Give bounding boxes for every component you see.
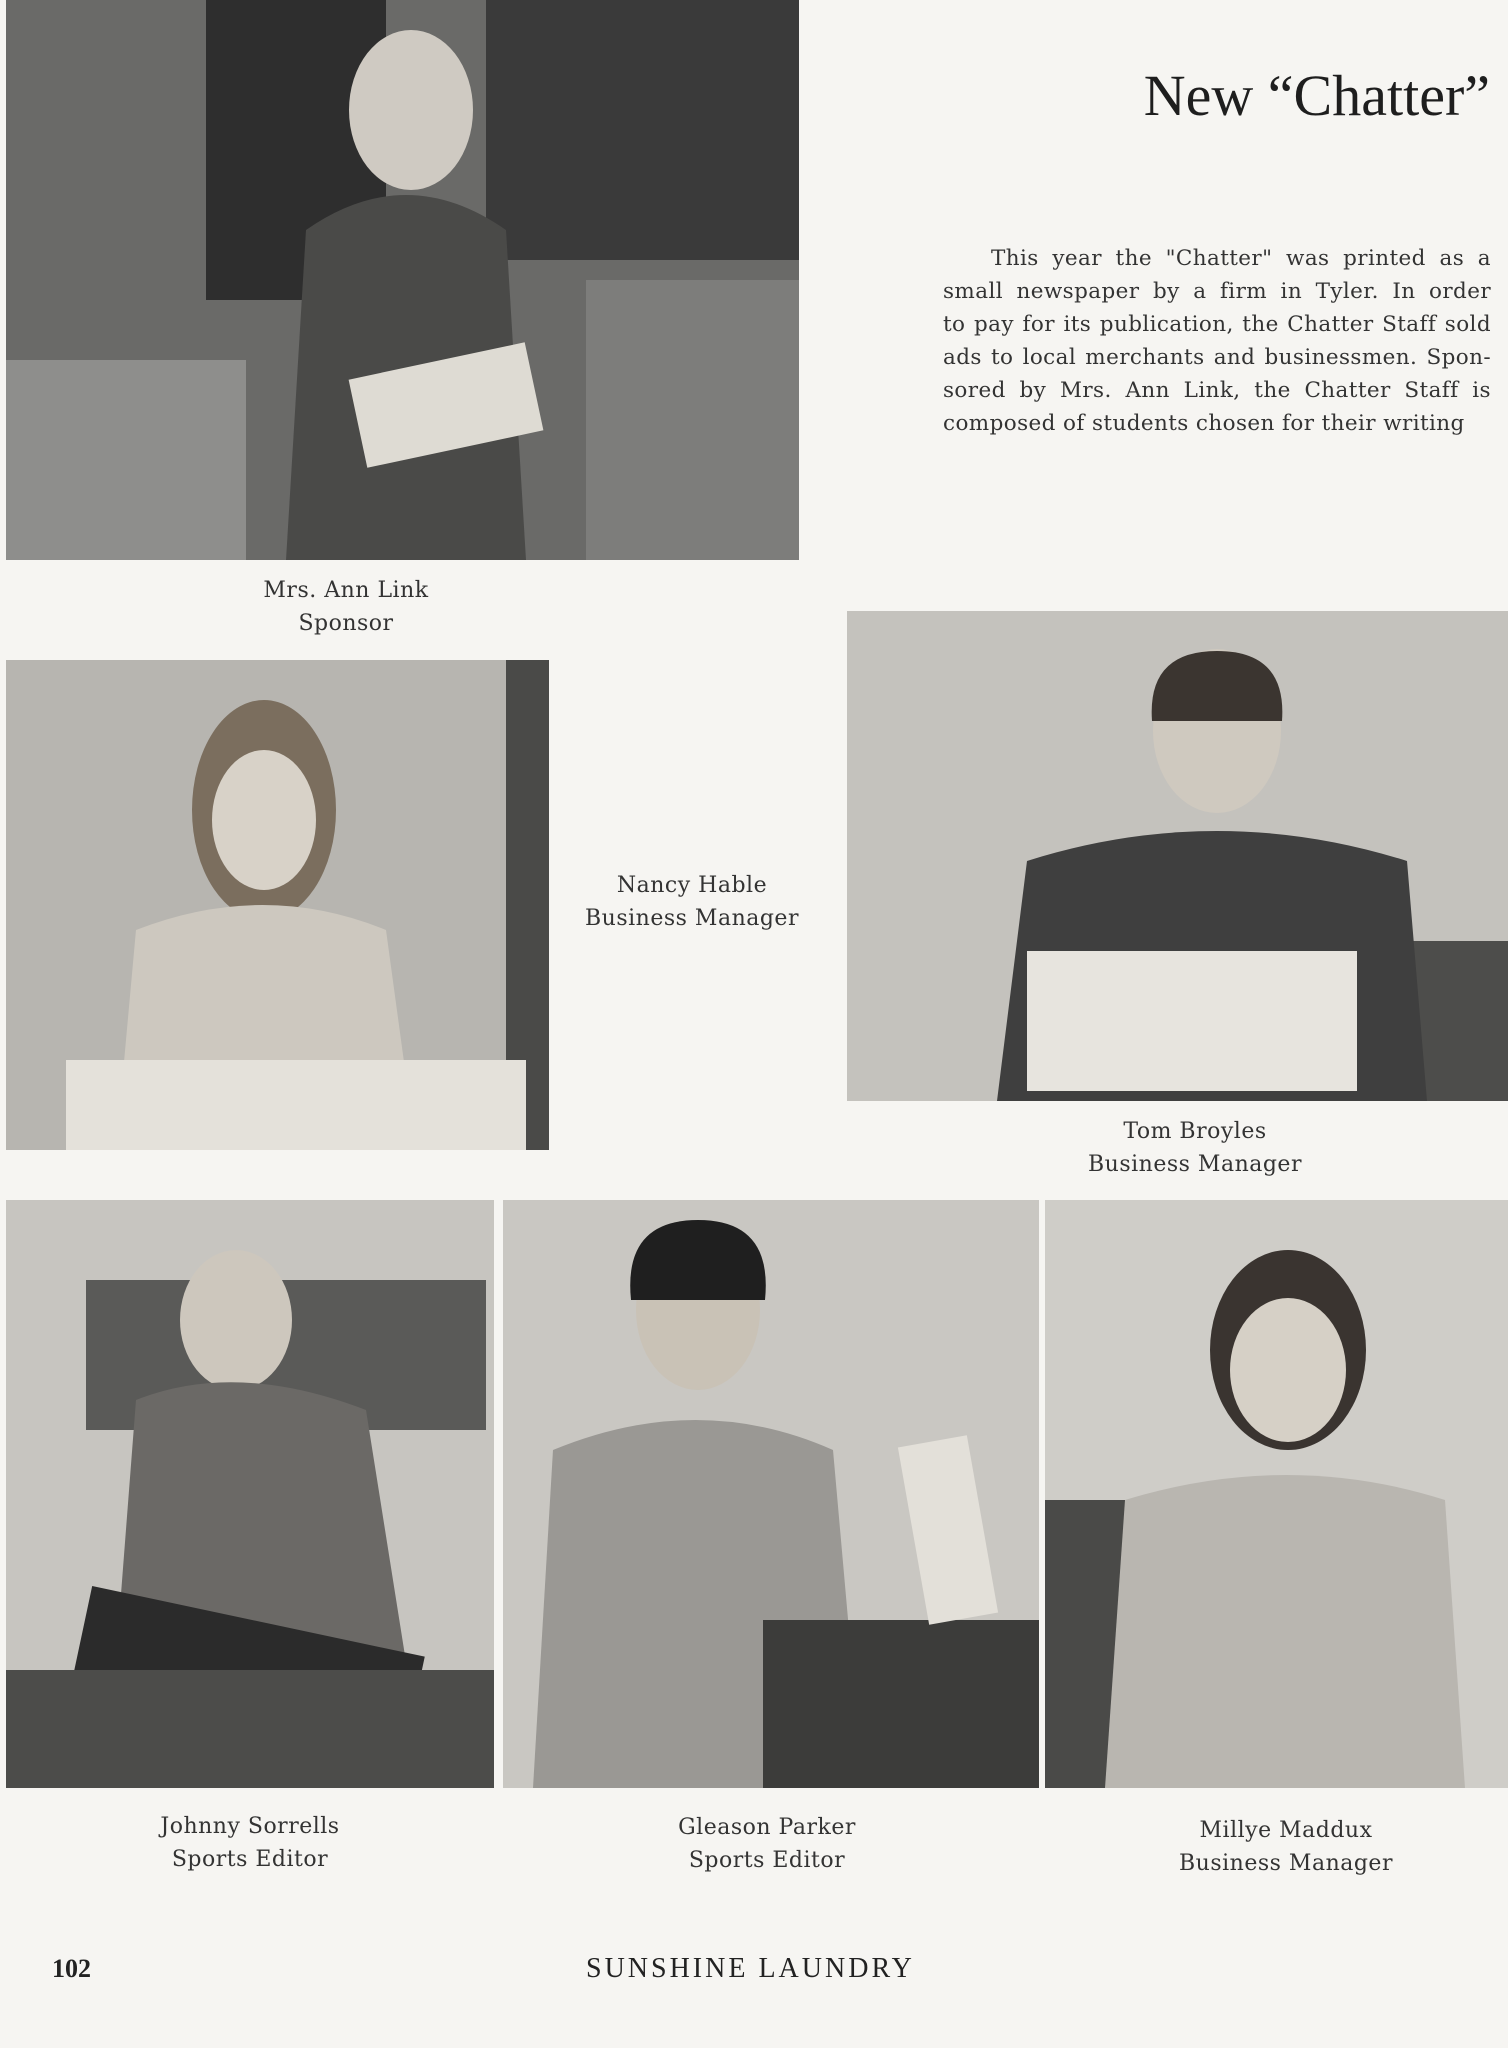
photo-ann-link: [6, 0, 799, 560]
person-name: Nancy Hable: [616, 873, 768, 898]
person-role: Sponsor: [298, 611, 394, 636]
person-role: Business Manager: [585, 906, 799, 931]
caption-johnny-sorrells: [124, 1810, 376, 1876]
person-name: Tom Broyles: [1123, 1119, 1267, 1144]
caption-tom-broyles: [1070, 1115, 1320, 1181]
person-name: Mrs. Ann Link: [263, 578, 429, 603]
article-line: ads to local merchants and businessmen. Spon-: [943, 345, 1491, 370]
page-number: 102: [52, 1954, 91, 1983]
caption-millye-maddux: [1158, 1814, 1414, 1880]
person-role: Sports Editor: [688, 1848, 846, 1873]
article-line: This year the "Chatter" was printed as a: [991, 246, 1491, 271]
photo-johnny-sorrells: [6, 1200, 494, 1788]
article-line: small newspaper by a firm in Tyler. In order: [943, 279, 1491, 304]
person-name: Millye Maddux: [1199, 1818, 1373, 1843]
article-text: [943, 242, 1491, 440]
caption-ann-link: [226, 574, 466, 640]
person-name: Gleason Parker: [678, 1815, 856, 1840]
article-line: to pay for its publication, the Chatter Staff sold: [943, 312, 1491, 337]
footer-advertiser: SUNSHINE LAUNDRY: [586, 1953, 915, 1984]
article-line: sored by Mrs. Ann Link, the Chatter Staff is: [943, 378, 1491, 403]
caption-gleason-parker: [641, 1811, 893, 1877]
page-title: New “Chatter”: [1143, 63, 1490, 128]
person-role: Business Manager: [1088, 1152, 1302, 1177]
photo-nancy-hable: [6, 660, 549, 1150]
person-role: Sports Editor: [171, 1847, 329, 1872]
photo-gleason-parker: [503, 1200, 1039, 1788]
caption-nancy-hable: [570, 869, 814, 935]
photo-millye-maddux: [1045, 1200, 1508, 1788]
article-line: composed of students chosen for their writing: [943, 411, 1465, 436]
person-name: Johnny Sorrells: [160, 1814, 340, 1839]
person-role: Business Manager: [1179, 1851, 1393, 1876]
photo-tom-broyles: [847, 611, 1508, 1101]
